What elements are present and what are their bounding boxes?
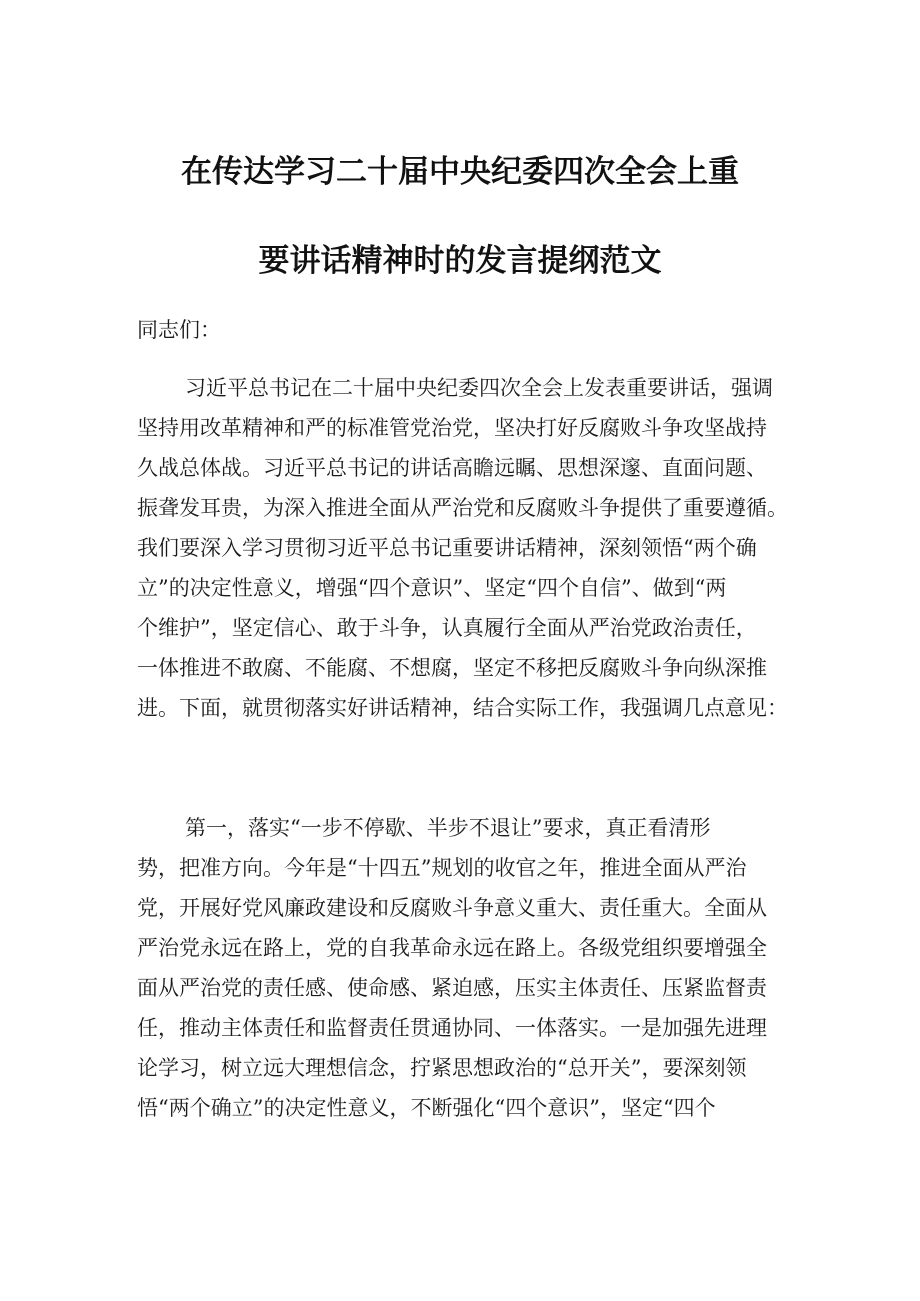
paragraph-line: 任，推动主体责任和监督责任贯通协同、一体落实。一是加强先进理 [137, 1016, 767, 1040]
paragraph-line: 悟“两个确立”的决定性意义，不断强化“四个意识”，坚定“四个 [137, 1096, 716, 1120]
paragraph-line: 党，开展好党风廉政建设和反腐败斗争意义重大、责任重大。全面从 [137, 896, 767, 920]
paragraph-line: 势，把准方向。今年是“十四五”规划的收官之年，推进全面从严治 [137, 856, 747, 880]
paragraph-line: 振聋发耳贵，为深入推进全面从严治党和反腐败斗争提供了重要遵循。 [137, 496, 788, 520]
paragraph-line: 立”的决定性意义，增强“四个意识”、坚定“四个自信”、做到“两 [137, 576, 727, 600]
paragraph-line: 进。下面，就贯彻落实好讲话精神，结合实际工作，我强调几点意见： [137, 696, 788, 720]
salutation: 同志们： [137, 318, 221, 342]
paragraph-line: 坚持用改革精神和严的标准管党治党，坚决打好反腐败斗争攻坚战持 [137, 416, 767, 440]
paragraph-line: 久战总体战。习近平总书记的讲话高瞻远瞩、思想深邃、直面问题、 [137, 456, 767, 480]
document-title-line-2: 要讲话精神时的发言提纲范文 [258, 243, 662, 279]
paragraph-line: 面从严治党的责任感、使命感、紧迫感，压实主体责任、压紧监督责 [137, 976, 767, 1000]
paragraph-line: 严治党永远在路上，党的自我革命永远在路上。各级党组织要增强全 [137, 936, 767, 960]
paragraph-1 [137, 368, 797, 728]
paragraph-line: 一体推进不敢腐、不能腐、不想腐，坚定不移把反腐败斗争向纵深推 [137, 656, 767, 680]
paragraph-line: 第一，落实“一步不停歇、半步不退让”要求，真正看清形 [185, 816, 711, 840]
paragraph-line: 论学习，树立远大理想信念，拧紧思想政治的“总开关”，要深刻领 [137, 1056, 747, 1080]
paragraph-line: 我们要深入学习贯彻习近平总书记重要讲话精神，深刻领悟“两个确 [137, 536, 757, 560]
paragraph-line: 习近平总书记在二十届中央纪委四次全会上发表重要讲话，强调 [185, 376, 773, 400]
document-title-line-1: 在传达学习二十届中央纪委四次全会上重 [181, 154, 739, 190]
paragraph-line: 个维护”，坚定信心、敢于斗争，认真履行全面从严治党政治责任， [137, 616, 757, 640]
paragraph-2 [137, 808, 797, 1128]
